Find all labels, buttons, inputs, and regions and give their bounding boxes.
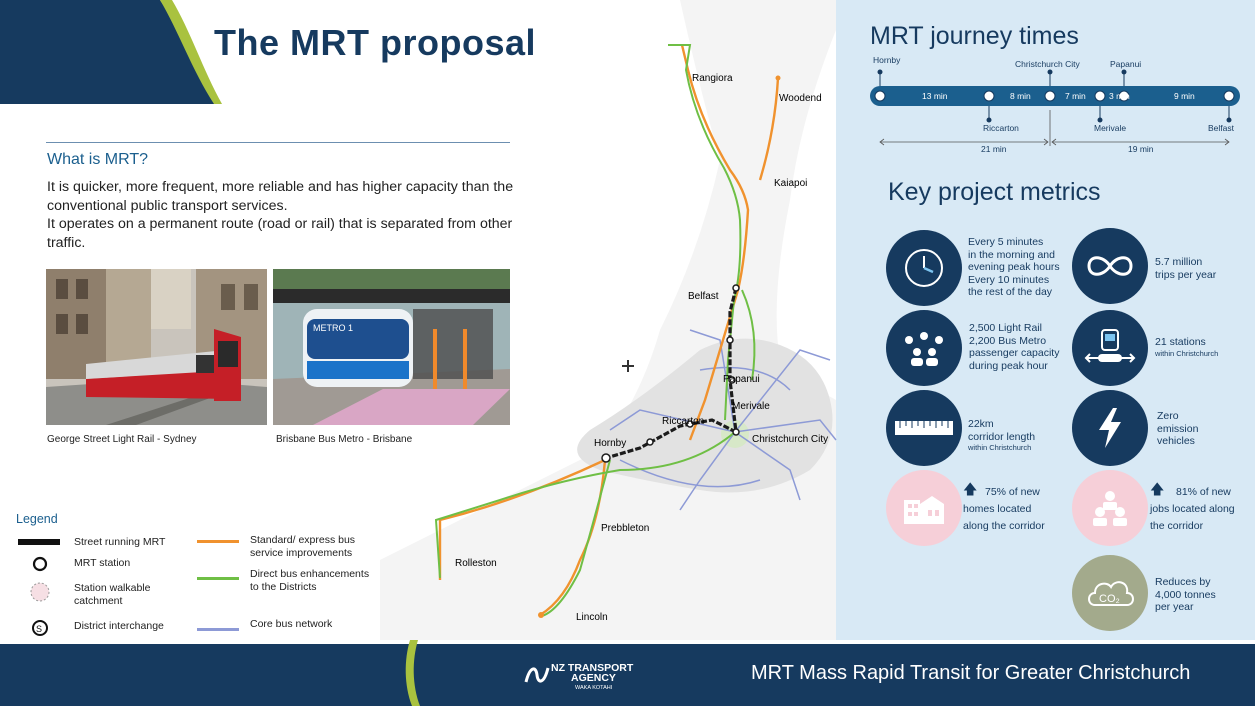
journey-total-north: 19 min (1128, 144, 1154, 154)
svg-text:S: S (36, 624, 43, 634)
metric-capacity (886, 310, 962, 386)
legend-item-street-mrt: Street running MRT (74, 536, 166, 548)
place-label-riccarton: Riccarton (662, 416, 705, 427)
legend-station-swatch (34, 558, 46, 570)
metric-homes-text: 75% of new homes located along the corridor (963, 486, 1045, 532)
bus-destination-sign: METRO 1 (313, 323, 354, 333)
people-icon (899, 328, 949, 368)
footer-accent (400, 640, 430, 706)
place-label-belfast: Belfast (688, 291, 719, 302)
sydney-light-rail-photo (46, 269, 267, 425)
footer-tagline: MRT Mass Rapid Transit for Greater Christchurch (751, 662, 1191, 684)
journey-segment-1: 13 min (922, 91, 948, 101)
legend-item-direct-bus: Direct bus enhancements to the Districts (250, 568, 370, 593)
route-map (380, 0, 840, 640)
metric-frequency (886, 230, 962, 306)
metric-stations-text: 21 stations within Christchurch (1155, 336, 1219, 358)
journey-segment-2: 8 min (1010, 91, 1031, 101)
co2-icon (1085, 573, 1135, 613)
metric-jobs-text: 81% of new jobs located along the corridor (1150, 486, 1235, 532)
metric-co2-text: Reduces by 4,000 tonnes per year (1155, 576, 1216, 613)
journey-station-riccarton: Riccarton (983, 123, 1019, 133)
place-label-christchurch-city: Christchurch City (752, 434, 829, 445)
legend-purple-swatch (197, 628, 239, 631)
page-title: The MRT proposal (214, 22, 536, 63)
homes-up-arrow-icon: 🡅 (963, 481, 978, 497)
metric-co2 (1072, 555, 1148, 631)
legend-orange-swatch (197, 540, 239, 543)
place-label-hornby: Hornby (594, 438, 627, 449)
infinity-icon (1085, 251, 1135, 281)
journey-station-belfast: Belfast (1208, 123, 1234, 133)
nzta-logo-subtext: WAKA KOTAHI (575, 685, 613, 691)
journey-segment-5: 9 min (1174, 91, 1195, 101)
land-area (380, 0, 836, 640)
place-label-prebbleton: Prebbleton (601, 523, 650, 534)
sydney-caption: George Street Light Rail - Sydney (47, 434, 197, 445)
legend-catchment-swatch (31, 583, 49, 601)
legend-title: Legend (16, 512, 58, 526)
what-is-paragraph-1: It is quicker, more frequent, more reliable and has higher capacity than the conventional public transport services. (47, 179, 514, 214)
homes-icon (900, 490, 948, 526)
airport-icon (622, 360, 634, 372)
header-shape (0, 0, 230, 104)
journey-station-papanui: Papanui (1110, 59, 1142, 69)
legend-item-station: MRT station (74, 557, 131, 569)
place-label-woodend: Woodend (779, 93, 822, 104)
nzta-logo-text: NZ TRANSPORT AGENCY (551, 662, 634, 684)
place-label-rangiora: Rangiora (692, 73, 733, 84)
what-is-heading: What is MRT? (47, 151, 149, 168)
legend-item-catchment: Station walkable catchment (74, 582, 151, 607)
journey-total-west: 21 min (981, 144, 1007, 154)
clock-icon (900, 244, 948, 292)
metric-homes (886, 470, 962, 546)
brisbane-caption: Brisbane Bus Metro - Brisbane (276, 434, 413, 445)
legend-item-core-bus: Core bus network (250, 618, 333, 630)
place-label-kaiapoi: Kaiapoi (774, 178, 808, 189)
co2-label: CO₂ (1099, 593, 1120, 605)
metric-jobs (1072, 470, 1148, 546)
journey-times-diagram (860, 50, 1250, 160)
tram-icon (1082, 326, 1138, 370)
journey-times-title: MRT journey times (870, 22, 1079, 50)
metric-corridor-text: 22km corridor length within Christchurch (968, 418, 1036, 452)
journey-station-hornby: Hornby (873, 55, 901, 65)
place-label-rolleston: Rolleston (455, 558, 497, 569)
legend-item-interchange: District interchange (74, 620, 164, 632)
lightning-icon (1095, 406, 1125, 450)
what-is-paragraph-2: It operates on a permanent route (road or rail) that is separated from other traffic. (47, 216, 513, 251)
legend-green-swatch (197, 577, 239, 580)
metric-emission-text: Zero emission vehicles (1157, 410, 1199, 447)
place-label-papanui: Papanui (723, 374, 760, 385)
journey-segment-4: 3 min (1109, 91, 1130, 101)
metric-capacity-text: 2,500 Light Rail 2,200 Bus Metro passenger capacity during peak hour (969, 322, 1060, 372)
urban-area (577, 339, 832, 493)
journey-segment-3: 7 min (1065, 91, 1086, 101)
legend-item-express-bus: Standard/ express bus service improvements (250, 534, 356, 559)
jobs-up-arrow-icon: 🡅 (1150, 481, 1165, 497)
metric-zero-emission (1072, 390, 1148, 466)
metric-corridor-length (886, 390, 962, 466)
metric-trips-text: 5.7 million trips per year (1155, 256, 1217, 281)
place-label-lincoln: Lincoln (576, 612, 608, 623)
key-metrics-title: Key project metrics (888, 178, 1101, 206)
metric-trips (1072, 228, 1148, 304)
metric-frequency-text: Every 5 minutes in the morning and evening peak hours Every 10 minutes the rest of the day (968, 236, 1060, 298)
journey-station-christchurch-city: Christchurch City (1015, 59, 1080, 69)
metric-stations (1072, 310, 1148, 386)
legend-street-mrt-swatch (18, 539, 60, 545)
journey-station-merivale: Merivale (1094, 123, 1127, 133)
place-label-merivale: Merivale (732, 401, 770, 412)
ruler-icon (894, 420, 954, 436)
jobs-icon (1090, 488, 1130, 528)
nzta-logo-icon (524, 662, 550, 688)
